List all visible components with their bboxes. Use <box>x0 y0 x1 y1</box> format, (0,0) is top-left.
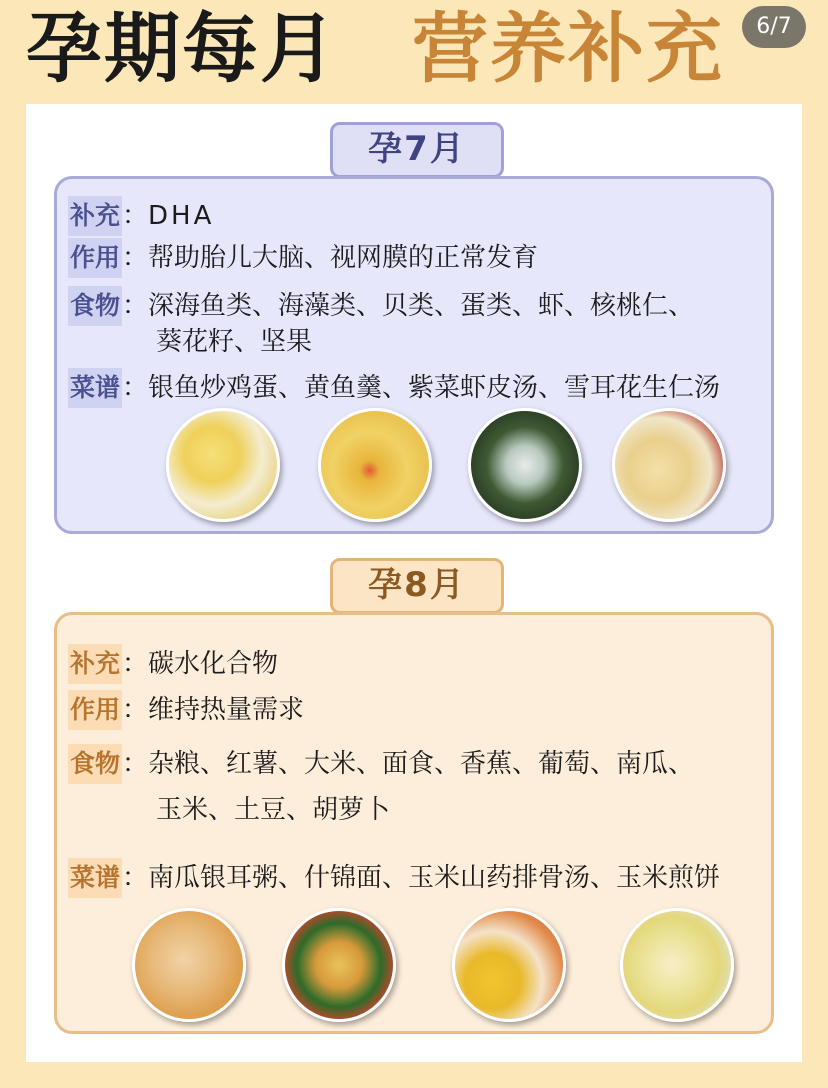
foods-line1: 杂粮、红薯、大米、面食、香蕉、葡萄、南瓜、 <box>148 749 695 779</box>
recipes-label: 菜谱 <box>68 368 122 408</box>
supplement-label: 补充 <box>68 196 122 236</box>
effect-value: 帮助胎儿大脑、视网膜的正常发育 <box>148 243 539 273</box>
recipe-photo-corn-pancake <box>620 908 734 1022</box>
recipe-photo-pumpkin-tremella-porridge <box>132 908 246 1022</box>
month8-recipes-row: 菜谱：南瓜银耳粥、什锦面、玉米山药排骨汤、玉米煎饼 <box>68 858 720 898</box>
month8-foods-row: 食物：杂粮、红薯、大米、面食、香蕉、葡萄、南瓜、 <box>68 744 694 784</box>
recipe-photo-yellow-croaker-soup <box>318 408 432 522</box>
month7-supplement-row: 补充：DHA <box>68 196 214 236</box>
page-title <box>0 0 828 100</box>
title-part1: 孕期每月 <box>26 4 338 93</box>
effect-value: 维持热量需求 <box>148 695 305 725</box>
recipes-value: 南瓜银耳粥、什锦面、玉米山药排骨汤、玉米煎饼 <box>148 863 721 893</box>
recipe-photo-seaweed-shrimp-soup <box>468 408 582 522</box>
page-counter-badge: 6/7 <box>742 6 806 48</box>
recipe-photo-corn-yam-rib-soup <box>452 908 566 1022</box>
month7-foods-row: 食物：深海鱼类、海藻类、贝类、蛋类、虾、核桃仁、 <box>68 286 694 326</box>
recipes-label: 菜谱 <box>68 858 122 898</box>
month8-foods-line2: 玉米、土豆、胡萝卜 <box>156 795 391 825</box>
title-part2: 营养补充 <box>412 4 724 93</box>
recipe-photo-assorted-noodles <box>282 908 396 1022</box>
foods-label: 食物 <box>68 286 122 326</box>
month8-supplement-row: 补充：碳水化合物 <box>68 644 278 684</box>
month7-effect-row: 作用：帮助胎儿大脑、视网膜的正常发育 <box>68 238 538 278</box>
foods-label: 食物 <box>68 744 122 784</box>
supplement-label: 补充 <box>68 644 122 684</box>
month7-recipes-row: 菜谱：银鱼炒鸡蛋、黄鱼羹、紫菜虾皮汤、雪耳花生仁汤 <box>68 368 720 408</box>
effect-label: 作用 <box>68 238 122 278</box>
recipe-photo-silverfish-egg <box>166 408 280 522</box>
month7-foods-line2: 葵花籽、坚果 <box>156 327 313 357</box>
recipes-value: 银鱼炒鸡蛋、黄鱼羹、紫菜虾皮汤、雪耳花生仁汤 <box>148 373 721 403</box>
supplement-value: DHA <box>148 201 215 231</box>
month8-tag: 孕8月 <box>330 558 504 614</box>
supplement-value: 碳水化合物 <box>148 649 279 679</box>
month7-tag: 孕7月 <box>330 122 504 178</box>
month8-effect-row: 作用：维持热量需求 <box>68 690 304 730</box>
recipe-photo-tremella-peanut-soup <box>612 408 726 522</box>
effect-label: 作用 <box>68 690 122 730</box>
foods-line1: 深海鱼类、海藻类、贝类、蛋类、虾、核桃仁、 <box>148 291 695 321</box>
